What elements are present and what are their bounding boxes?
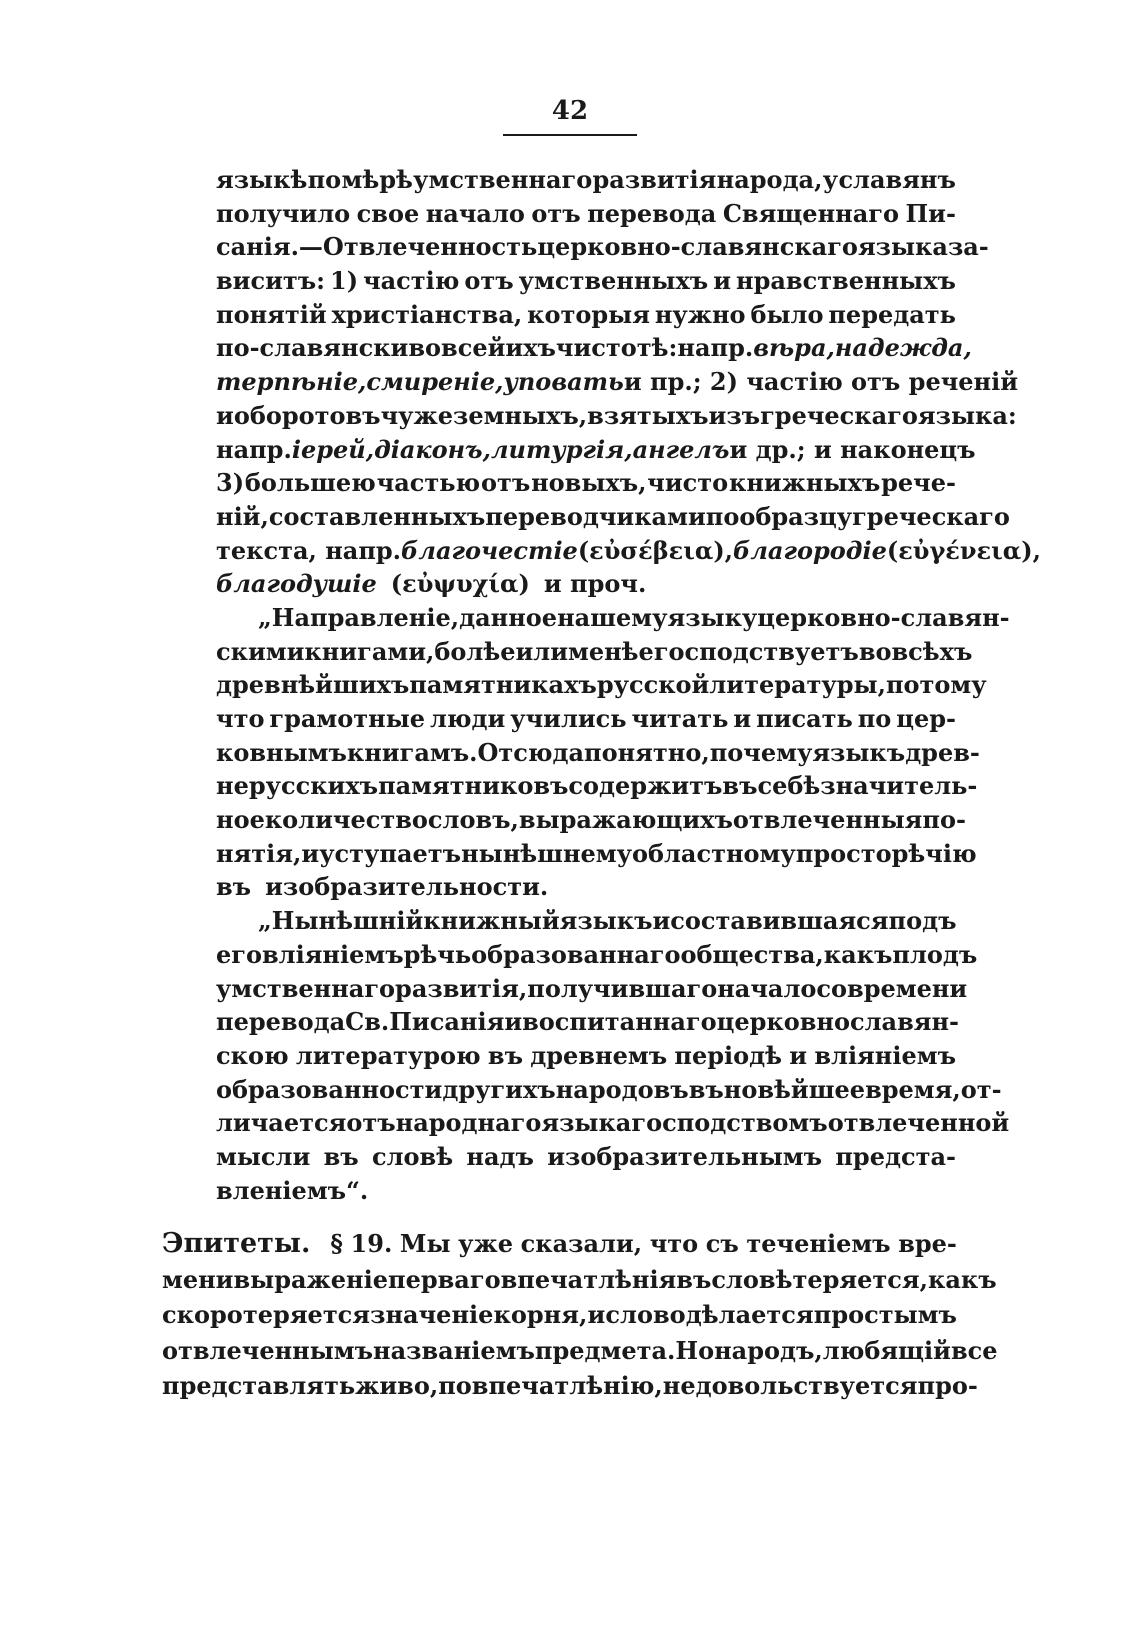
word: сказали, bbox=[520, 1229, 643, 1258]
word: предмета. bbox=[534, 1335, 676, 1365]
text-line bbox=[162, 1333, 998, 1369]
word: потому bbox=[885, 670, 987, 700]
word: учились bbox=[510, 704, 627, 733]
word: періодѣ bbox=[674, 1040, 782, 1070]
word: словѣ bbox=[711, 1264, 793, 1294]
word: народа, bbox=[716, 165, 823, 194]
word: дѣлается bbox=[685, 1300, 814, 1329]
word: теряется bbox=[242, 1300, 371, 1329]
word: про- bbox=[917, 1371, 978, 1400]
word: цер- bbox=[896, 704, 956, 733]
word: умственнаго bbox=[216, 973, 396, 1003]
word: и bbox=[789, 1040, 808, 1070]
word: начало bbox=[425, 198, 525, 228]
word: писать bbox=[756, 704, 853, 733]
word: отвлеченнымъ bbox=[162, 1335, 374, 1365]
word: чисто bbox=[647, 468, 729, 498]
word: скоро bbox=[162, 1300, 243, 1329]
word: образованнаго bbox=[471, 939, 681, 969]
word: просторѣчію bbox=[795, 838, 977, 868]
word: уступаетъ bbox=[319, 838, 462, 868]
word: господствуетъ bbox=[653, 636, 859, 666]
word: воспитаннаго bbox=[522, 1007, 717, 1037]
text-line bbox=[216, 433, 976, 467]
word: церковно-славянскаго bbox=[537, 232, 858, 262]
word: впечатлѣнію, bbox=[471, 1371, 663, 1400]
line-head: текста, напр. bbox=[216, 535, 402, 565]
word: изобразительности. bbox=[265, 872, 549, 902]
word: отъ bbox=[346, 1108, 396, 1138]
word: довольствуется bbox=[695, 1371, 918, 1400]
section-heading: Эпитеты. bbox=[162, 1228, 311, 1259]
word: и bbox=[652, 906, 671, 936]
word: всѣхъ bbox=[891, 636, 973, 666]
word: взятыхъ bbox=[587, 400, 709, 430]
word: 3) bbox=[216, 468, 245, 498]
word: народнаго bbox=[395, 1108, 542, 1138]
section-line-rest bbox=[330, 1226, 957, 1262]
word: нужно bbox=[654, 299, 746, 329]
word: все bbox=[950, 1335, 998, 1365]
word: въ bbox=[722, 771, 758, 801]
word: что bbox=[216, 704, 265, 733]
example-term: благодушіе bbox=[216, 569, 377, 599]
word: любящій bbox=[822, 1335, 951, 1365]
word: областному bbox=[631, 838, 796, 868]
word: Пи- bbox=[905, 198, 956, 228]
example-term: іерей, bbox=[291, 434, 375, 464]
word: какъ bbox=[823, 939, 893, 969]
word: значеніе bbox=[370, 1300, 494, 1329]
word: древнемъ bbox=[530, 1040, 668, 1070]
text-line bbox=[216, 567, 956, 601]
text-line bbox=[216, 601, 1010, 635]
word: книгами, bbox=[304, 636, 435, 666]
word: 1) bbox=[330, 266, 359, 296]
word: развитія bbox=[592, 165, 717, 194]
word: Священнаго bbox=[722, 198, 899, 228]
text-line bbox=[216, 702, 956, 736]
word: получившаго bbox=[527, 973, 718, 1003]
text-line bbox=[216, 264, 956, 298]
quote-block bbox=[216, 163, 1041, 1207]
word: въ bbox=[216, 872, 252, 902]
word: 19. bbox=[350, 1229, 393, 1258]
word: у bbox=[822, 165, 839, 194]
greek-gloss: (εὐγένεια), bbox=[886, 535, 1041, 565]
example-term: терпѣніе, bbox=[216, 367, 367, 397]
text-line bbox=[216, 197, 956, 231]
text-line bbox=[216, 870, 956, 904]
quote-paragraph-2 bbox=[216, 601, 1010, 904]
text-line bbox=[216, 736, 980, 770]
word: санія.—Отвлеченность bbox=[216, 232, 538, 262]
word: рѣчь bbox=[403, 939, 472, 969]
greek-gloss: (εὐψυχία) bbox=[390, 569, 530, 599]
greek-gloss: (εὐσέβεια), bbox=[577, 535, 734, 565]
word: не bbox=[662, 1371, 696, 1400]
word: книгамъ. bbox=[346, 737, 478, 767]
word: мѣрѣ bbox=[341, 165, 413, 194]
text-line bbox=[216, 803, 966, 837]
word: себѣ bbox=[757, 771, 821, 801]
word: напр. bbox=[677, 333, 754, 363]
word: и bbox=[587, 1300, 606, 1329]
text-line bbox=[216, 938, 978, 972]
text-line bbox=[216, 1005, 959, 1039]
word: мени bbox=[162, 1264, 234, 1294]
word: содержитъ bbox=[568, 771, 723, 801]
word: Св. bbox=[345, 1007, 390, 1037]
word: христіанства, bbox=[331, 299, 523, 329]
text-line bbox=[216, 769, 978, 803]
word: греческаго bbox=[760, 400, 918, 430]
word: и bbox=[733, 704, 752, 733]
word: Отсюда bbox=[477, 737, 585, 767]
word: и bbox=[504, 1007, 523, 1037]
word: вре- bbox=[898, 1229, 957, 1258]
word: частью bbox=[376, 468, 481, 498]
text-line bbox=[216, 904, 956, 938]
word: древнѣйшихъ bbox=[216, 670, 410, 700]
text-line bbox=[216, 837, 977, 871]
word: литературы, bbox=[709, 670, 886, 700]
word: почему bbox=[709, 737, 813, 767]
section-first-line bbox=[162, 1226, 957, 1262]
word: перевода bbox=[587, 198, 717, 228]
word: менѣе bbox=[568, 636, 654, 666]
section-lines bbox=[162, 1262, 998, 1404]
word: ній, bbox=[216, 501, 269, 531]
word: свое bbox=[356, 198, 420, 228]
text-line bbox=[216, 972, 968, 1006]
word: книжныхъ bbox=[728, 468, 881, 498]
word: ковнымъ bbox=[216, 737, 347, 767]
example-term: литургія, bbox=[490, 434, 633, 464]
word: новѣйшее bbox=[723, 1074, 866, 1104]
text-line bbox=[216, 1174, 956, 1208]
word: уже bbox=[458, 1229, 514, 1258]
word: теряется, bbox=[792, 1264, 928, 1294]
word: народовъ bbox=[555, 1074, 689, 1104]
word: языка bbox=[857, 232, 948, 262]
word: вленіемъ“. bbox=[216, 1175, 369, 1205]
word: въ bbox=[688, 1074, 724, 1104]
word: данное bbox=[459, 602, 558, 632]
word: по-славянски bbox=[216, 333, 409, 363]
word: во bbox=[858, 636, 892, 666]
word: съ bbox=[705, 1229, 739, 1258]
word: памятниковъ bbox=[378, 771, 569, 801]
word: языкъ bbox=[812, 737, 906, 767]
word: другихъ bbox=[442, 1074, 556, 1104]
example-term: вѣра, bbox=[753, 333, 835, 363]
text-line bbox=[216, 635, 973, 669]
header-rule bbox=[503, 134, 637, 136]
text-line bbox=[162, 1297, 957, 1333]
word: время, bbox=[865, 1074, 961, 1104]
word: славянъ bbox=[838, 165, 956, 194]
word: переводчиками bbox=[485, 501, 706, 531]
word: и bbox=[301, 838, 320, 868]
word: литературою bbox=[295, 1040, 481, 1070]
word: его bbox=[216, 939, 262, 969]
word: языку bbox=[667, 602, 758, 632]
word: книжный bbox=[423, 906, 560, 936]
word: вліяніемъ bbox=[261, 939, 404, 969]
word: памятникахъ bbox=[409, 670, 597, 700]
word: образованности bbox=[216, 1074, 443, 1104]
word: русской bbox=[596, 670, 710, 700]
word: болѣе bbox=[434, 636, 516, 666]
text-line bbox=[216, 298, 956, 332]
word: древ- bbox=[905, 737, 980, 767]
word: языкъ bbox=[559, 906, 653, 936]
word: получило bbox=[216, 198, 351, 228]
word: предста- bbox=[835, 1141, 956, 1171]
word: слово bbox=[605, 1300, 686, 1329]
word: за- bbox=[947, 232, 989, 262]
word: умственнаго bbox=[413, 165, 593, 194]
word: господствомъ bbox=[631, 1108, 828, 1138]
word: по bbox=[705, 501, 740, 531]
word: количество bbox=[264, 805, 428, 835]
word: читать bbox=[631, 704, 729, 733]
word: от- bbox=[960, 1074, 1002, 1104]
text-line bbox=[216, 668, 987, 702]
word: значитель- bbox=[820, 771, 978, 801]
word: развитія, bbox=[395, 973, 528, 1003]
word: живо, bbox=[355, 1371, 439, 1400]
word: изъ bbox=[708, 400, 761, 430]
example-term: ангелъ bbox=[632, 434, 730, 464]
word: большею bbox=[244, 468, 376, 498]
word: подъ bbox=[888, 906, 957, 936]
word: корня, bbox=[493, 1300, 588, 1329]
word: выражающихъ bbox=[518, 805, 733, 835]
word: отъ bbox=[480, 468, 531, 498]
word: виситъ: bbox=[216, 266, 326, 296]
word: что bbox=[649, 1229, 699, 1258]
word: выраженіе bbox=[233, 1264, 389, 1294]
word: Но bbox=[675, 1335, 715, 1365]
word: § bbox=[330, 1229, 343, 1258]
word: люди bbox=[429, 704, 506, 733]
word: и bbox=[216, 400, 234, 430]
text-line bbox=[216, 1140, 956, 1174]
word: отвлеченныя bbox=[732, 805, 923, 835]
word: ихъ bbox=[505, 333, 556, 363]
word: простымъ bbox=[813, 1300, 957, 1329]
word: всей bbox=[441, 333, 506, 363]
text-line bbox=[162, 1262, 997, 1298]
word: времени bbox=[847, 973, 968, 1003]
word: церковно-славян- bbox=[757, 602, 1010, 632]
word: по bbox=[307, 165, 342, 194]
word: скими bbox=[216, 636, 305, 666]
word: умственныхъ bbox=[518, 266, 709, 296]
word: нашему bbox=[557, 602, 668, 632]
word: впечатлѣнія bbox=[500, 1264, 677, 1294]
word: нравственныхъ bbox=[736, 266, 956, 296]
word: въ bbox=[323, 1141, 359, 1171]
quote-paragraph-3 bbox=[216, 904, 1010, 1207]
word: языка bbox=[541, 1108, 632, 1138]
word: вліяніемъ bbox=[814, 1040, 956, 1070]
text-line bbox=[216, 1073, 1002, 1107]
word: отвлеченной bbox=[827, 1108, 1010, 1138]
line-tail: и пр.; 2) частію отъ реченій bbox=[623, 367, 1019, 397]
line-tail: и проч. bbox=[543, 569, 647, 599]
word: понятно, bbox=[584, 737, 710, 767]
word: перваго bbox=[388, 1264, 501, 1294]
word: изобразительнымъ bbox=[547, 1141, 823, 1171]
word: общества, bbox=[680, 939, 824, 969]
text-line bbox=[216, 500, 1010, 534]
word: народъ, bbox=[714, 1335, 823, 1365]
word: названіемъ bbox=[373, 1335, 535, 1365]
word: мысли bbox=[216, 1141, 311, 1171]
word: по bbox=[438, 1371, 472, 1400]
word: языка: bbox=[917, 400, 1017, 430]
page-number: 42 bbox=[551, 96, 589, 126]
word: составившаяся bbox=[670, 906, 889, 936]
example-term: благочестіе bbox=[401, 535, 578, 565]
text-line bbox=[216, 365, 1019, 399]
word: со bbox=[816, 973, 848, 1003]
word: „Направленіе, bbox=[258, 602, 460, 632]
example-term: смиреніе, bbox=[366, 367, 504, 397]
word: грамотные bbox=[269, 704, 426, 733]
example-term: уповать bbox=[503, 367, 624, 397]
word: новыхъ, bbox=[531, 468, 647, 498]
word: начало bbox=[717, 973, 817, 1003]
text-line bbox=[162, 1368, 978, 1404]
word: Мы bbox=[399, 1229, 451, 1258]
word: греческаго bbox=[852, 501, 1010, 531]
text-line bbox=[216, 534, 1041, 568]
word: частію bbox=[363, 266, 460, 296]
word: словѣ bbox=[371, 1141, 454, 1171]
word: въ bbox=[676, 1264, 712, 1294]
word: было bbox=[750, 299, 824, 329]
word: или bbox=[515, 636, 568, 666]
word: ное bbox=[216, 805, 265, 835]
example-term: надежда, bbox=[834, 333, 972, 363]
text-line bbox=[216, 331, 972, 365]
example-term: благородіе bbox=[733, 535, 887, 565]
word: плодъ bbox=[892, 939, 978, 969]
word: Писанія bbox=[389, 1007, 505, 1037]
section-block bbox=[162, 1226, 998, 1404]
text-line bbox=[216, 1039, 956, 1073]
text-line bbox=[216, 466, 956, 500]
word: перевода bbox=[216, 1007, 346, 1037]
word: словъ, bbox=[427, 805, 519, 835]
word: оборотовъ bbox=[233, 400, 381, 430]
word: скою bbox=[216, 1040, 289, 1070]
word: личается bbox=[216, 1108, 347, 1138]
word: нерусскихъ bbox=[216, 771, 379, 801]
word: отъ bbox=[531, 198, 581, 228]
word: чистотѣ: bbox=[555, 333, 678, 363]
word: составленныхъ bbox=[268, 501, 486, 531]
word: нынѣшнему bbox=[461, 838, 632, 868]
word: рече- bbox=[881, 468, 956, 498]
word: въ bbox=[487, 1040, 524, 1070]
word: церковнославян- bbox=[716, 1007, 959, 1037]
text-line bbox=[216, 163, 956, 197]
line-head: напр. bbox=[216, 434, 292, 464]
word: понятій bbox=[216, 299, 327, 329]
word: представлять bbox=[162, 1371, 356, 1400]
word: по bbox=[857, 704, 892, 733]
text-line bbox=[216, 399, 1017, 433]
line-tail: и др.; и наконецъ bbox=[729, 434, 976, 464]
word: „Нынѣшній bbox=[258, 906, 424, 936]
word: чужеземныхъ, bbox=[380, 400, 588, 430]
word: и bbox=[713, 266, 732, 296]
word: передать bbox=[828, 299, 956, 329]
example-term: діаконъ, bbox=[374, 434, 491, 464]
word: по- bbox=[922, 805, 966, 835]
word: отъ bbox=[464, 266, 514, 296]
word: нятія, bbox=[216, 838, 302, 868]
word: языкѣ bbox=[216, 165, 308, 194]
word: во bbox=[408, 333, 442, 363]
word: какъ bbox=[927, 1264, 997, 1294]
word: надъ bbox=[466, 1141, 534, 1171]
word: теченіемъ bbox=[746, 1229, 891, 1258]
text-line bbox=[216, 1106, 1010, 1140]
word: образцу bbox=[739, 501, 853, 531]
text-line bbox=[216, 230, 989, 264]
word: которыя bbox=[527, 299, 650, 329]
